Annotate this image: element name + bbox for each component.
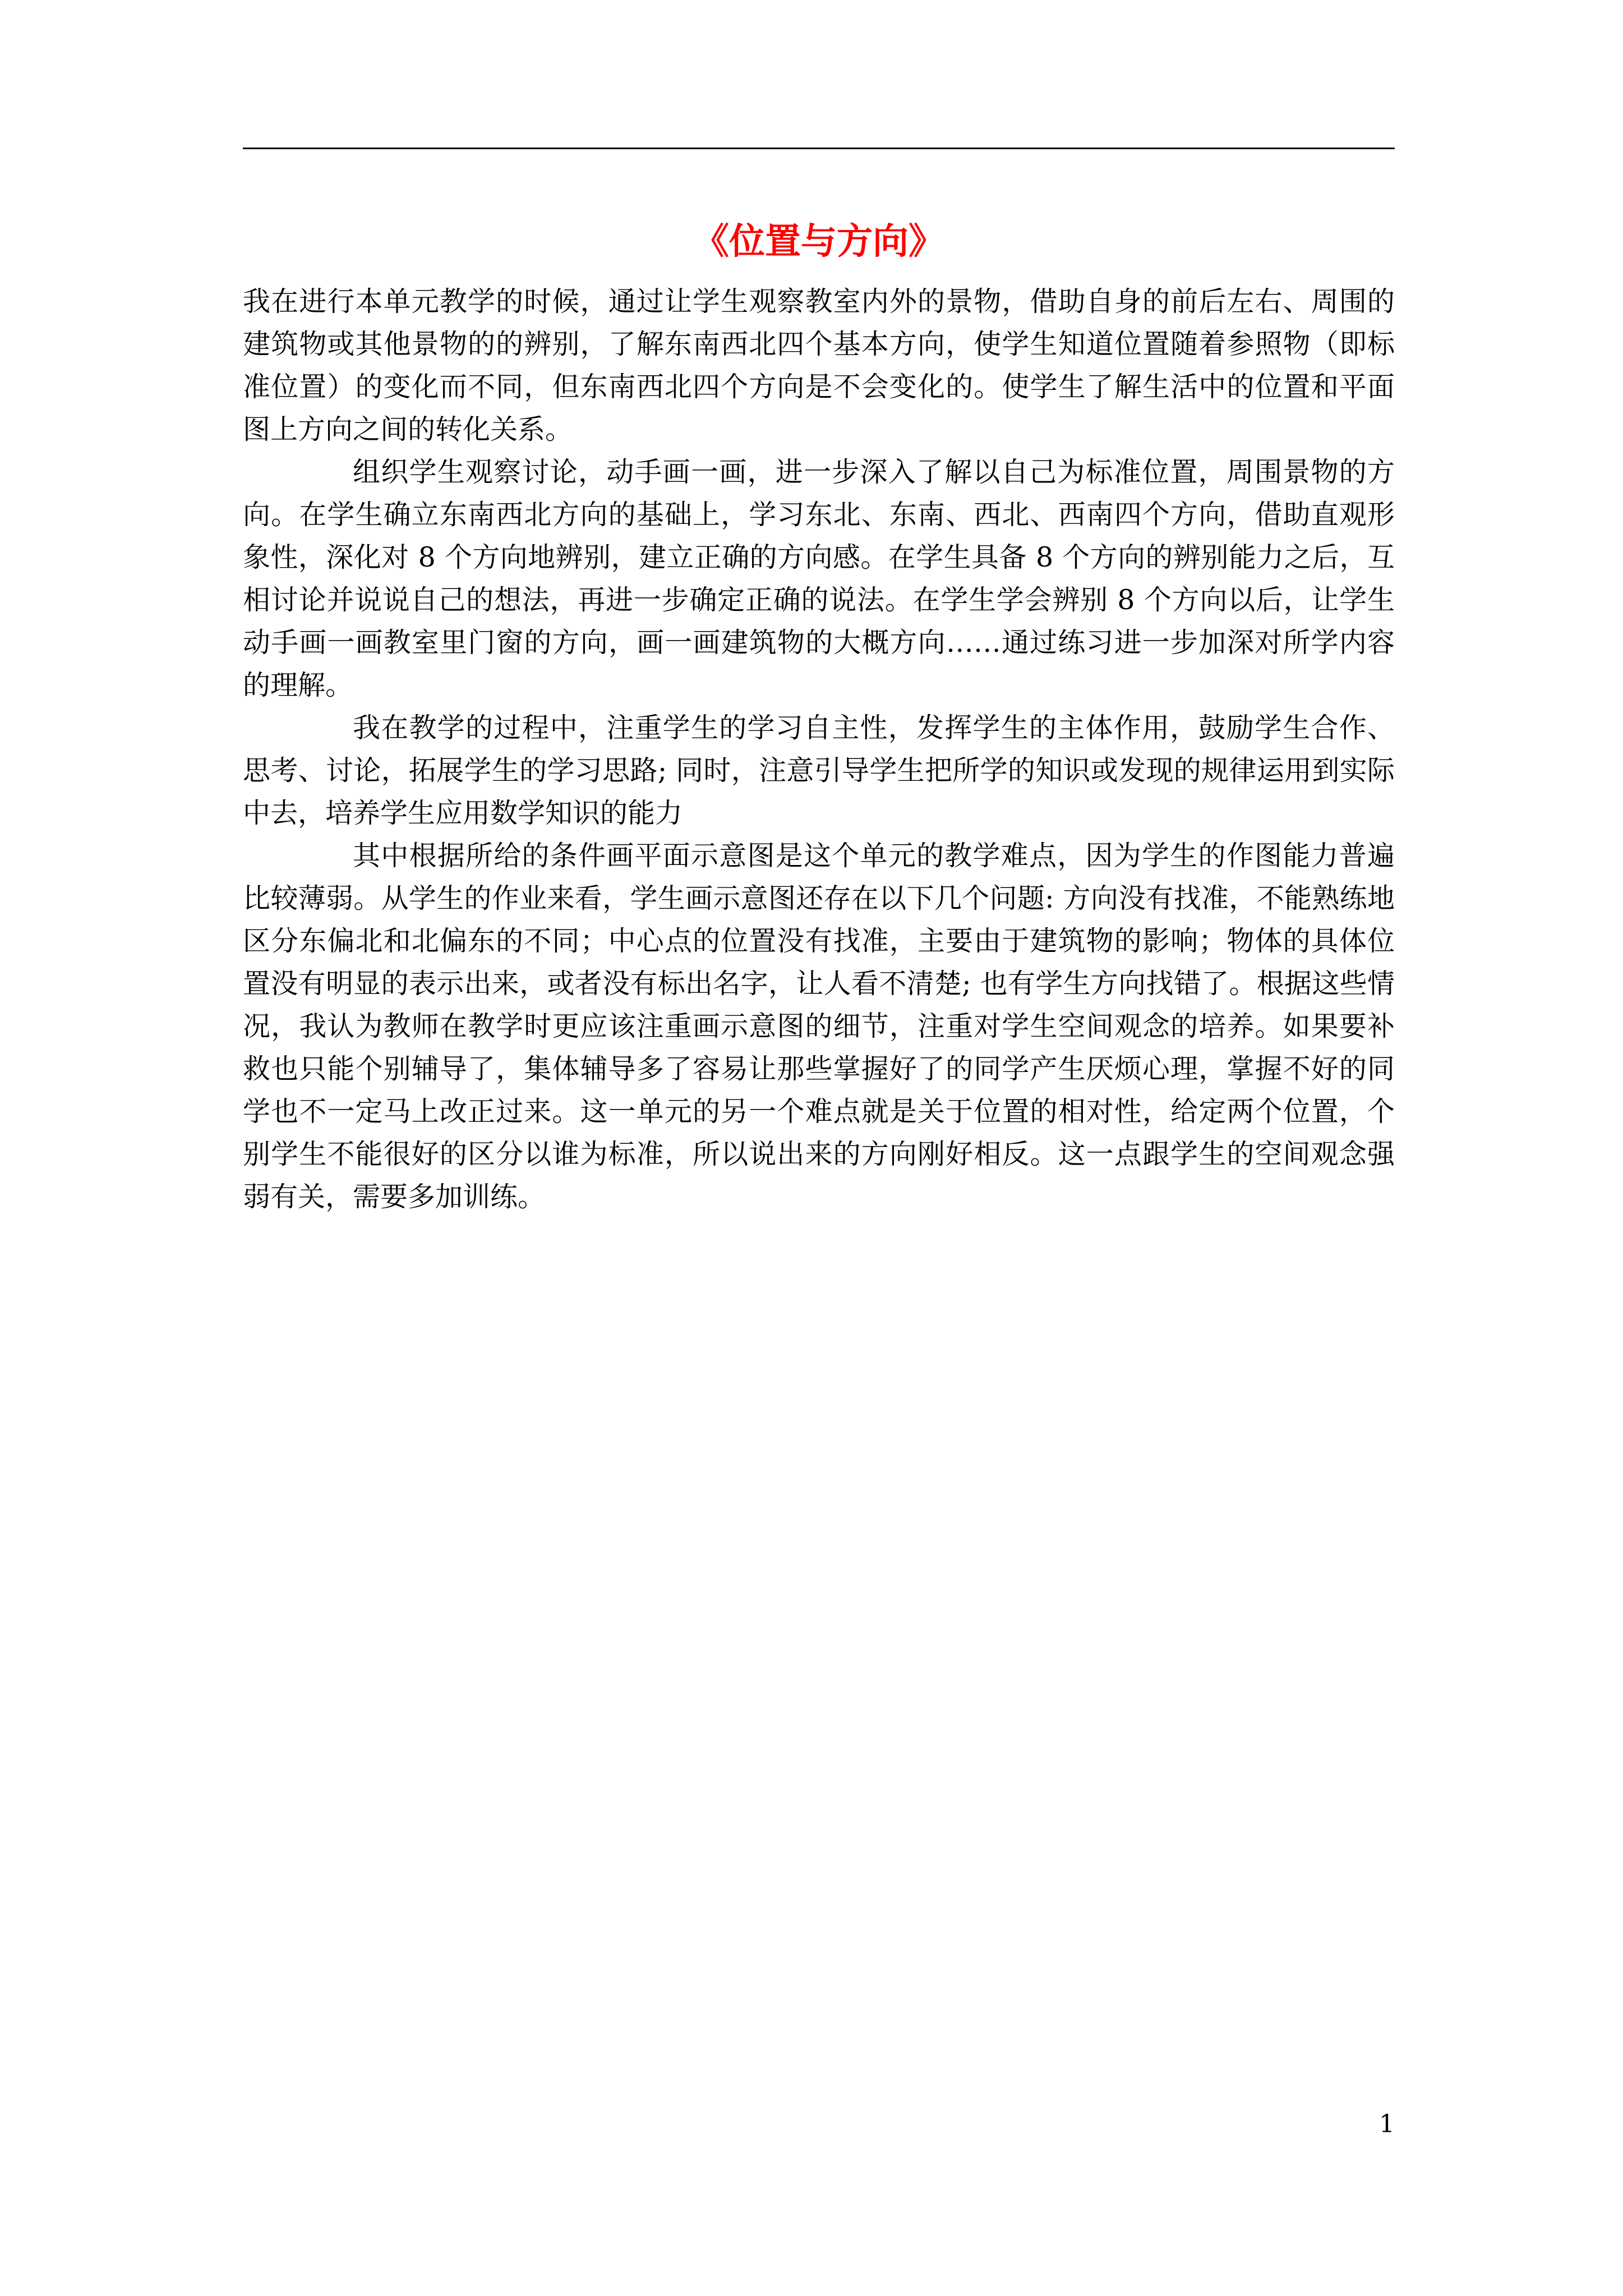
paragraph-4: 其中根据所给的条件画平面示意图是这个单元的教学难点，因为学生的作图能力普遍比较薄弱。从学生的作业来看，学生画示意图还存在以下几个问题: 方向没有找准，不能熟练地区分东偏北和北偏东的不同；中心点的位置没有找准，主要由于建筑物的影响；物体的具体位置没有明显的表示出来，或者没有标出名字，让人看不清楚; 也有学生方向找错了。根据这些情况，我认为教师在教学时更应该注重画示意图的细节，注重对学生空间观念的培养。如果要补救也只能个别辅导了，集体辅导多了容易让那些掌握好了的同学产生厌烦心理，掌握不好的同学也不一定马上改正过来。这一单元的另一个难点就是关于位置的相对性，给定两个位置，个别学生不能很好的区分以谁为标准，所以说出来的方向刚好相反。这一点跟学生的空间观念强弱有关，需要多加训练。 bbox=[243, 840, 1395, 1213]
paragraph-1: 我在进行本单元教学的时候，通过让学生观察教室内外的景物，借助自身的前后左右、周围的建筑物或其他景物的的辨别，了解东南西北四个基本方向，使学生知道位置随着参照物（即标准位置）的变化而不同，但东南西北四个方向是不会变化的。使学生了解生活中的位置和平面图上方向之间的转化关系。 bbox=[243, 286, 1395, 445]
paragraph-2: 组织学生观察讨论，动手画一画，进一步深入了解以自己为标准位置，周围景物的方向。在学生确立东南西北方向的基础上，学习东北、东南、西北、西南四个方向，借助直观形象性，深化对 8 个方向地辨别，建立正确的方向感。在学生具备 8 个方向的辨别能力之后，互相讨论并说说自己的想法，再进一步确定正确的说法。在学生学会辨别 8 个方向以后，让学生动手画一画教室里门窗的方向，画一画建筑物的大概方向……通过练习进一步加深对所学内容的理解。 bbox=[243, 456, 1395, 701]
paragraph-3: 我在教学的过程中，注重学生的学习自主性，发挥学生的主体作用，鼓励学生合作、思考、讨论，拓展学生的学习思路; 同时，注意引导学生把所学的知识或发现的规律运用到实际中去，培养学生应用数学知识的能力 bbox=[243, 712, 1395, 829]
page-number: 1 bbox=[1379, 2110, 1395, 2138]
document-body bbox=[243, 280, 1395, 1218]
document-title: 《位置与方向》 bbox=[693, 220, 944, 263]
header-rule bbox=[243, 148, 1395, 149]
